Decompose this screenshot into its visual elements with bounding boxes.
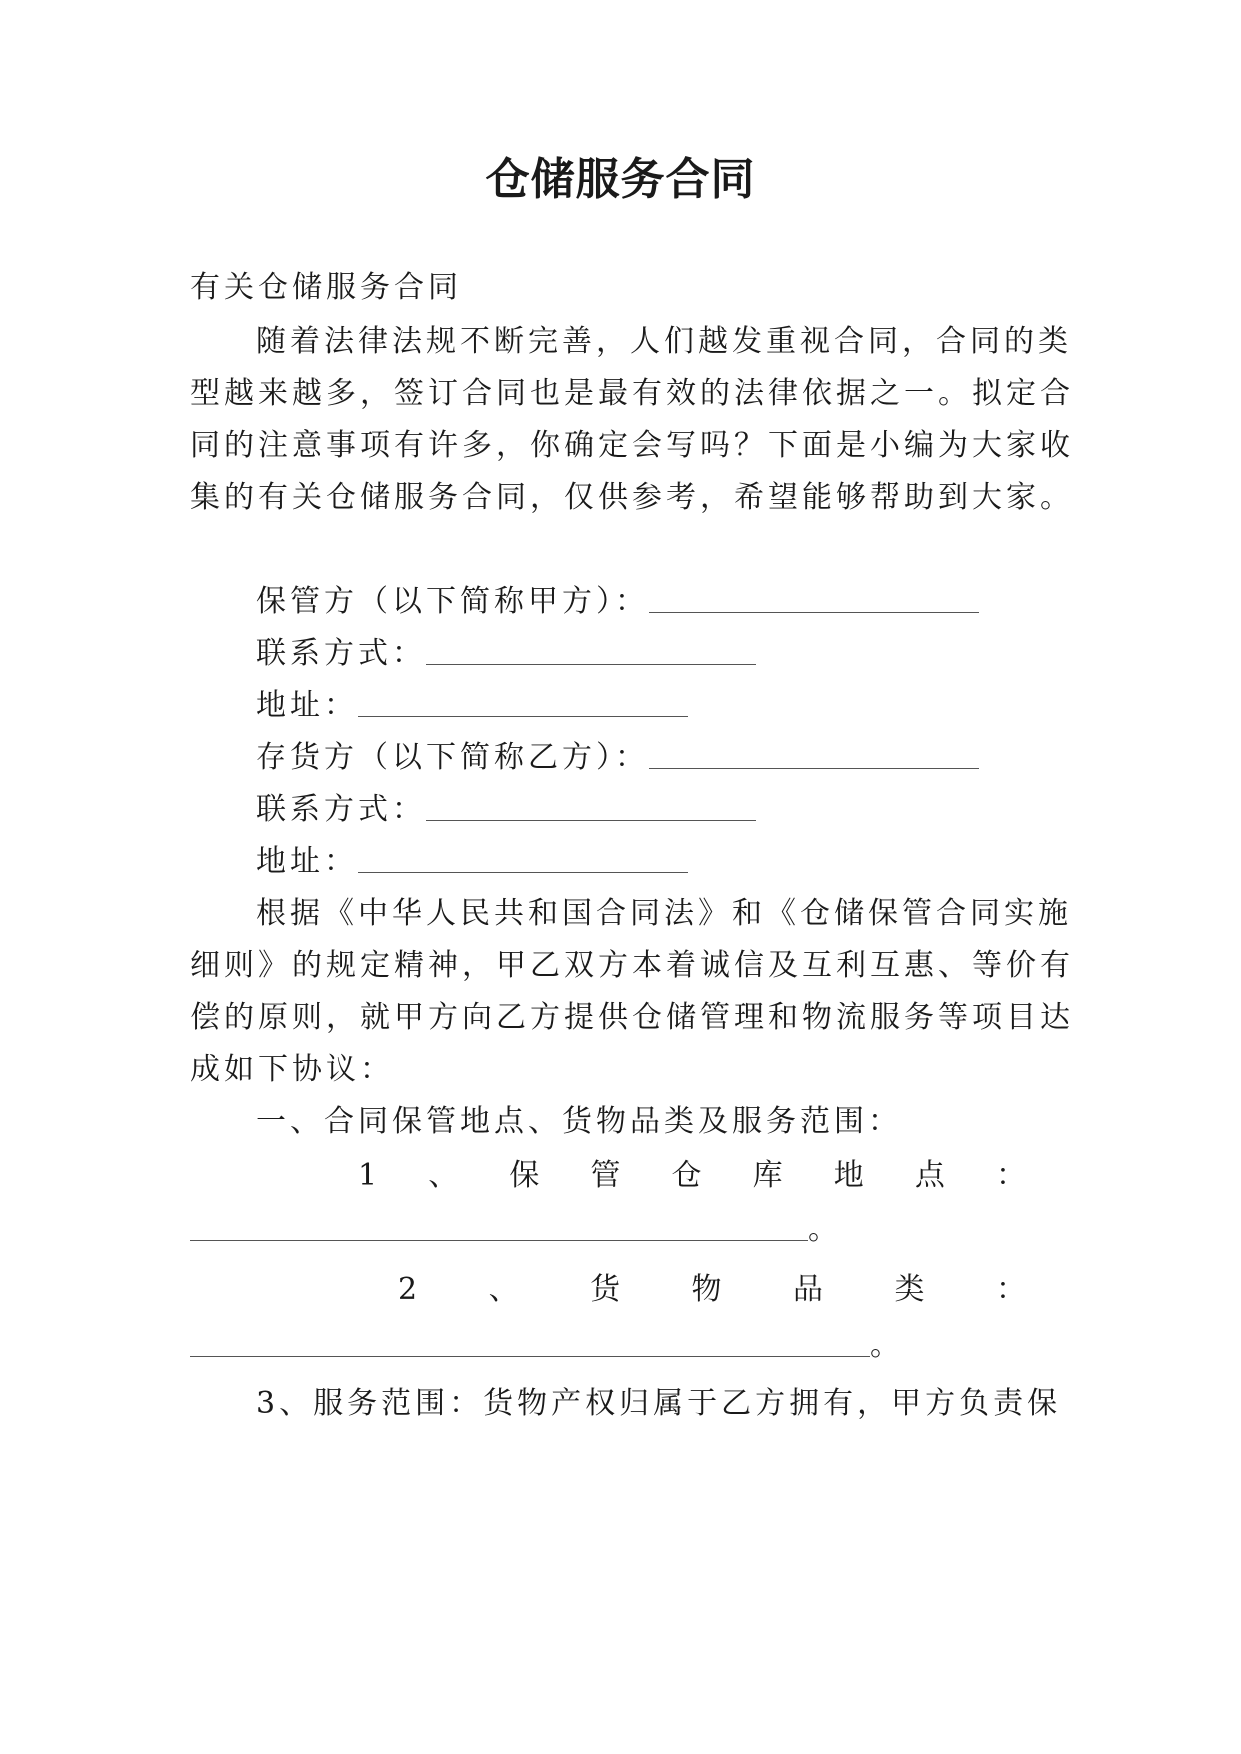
party-b-blank (649, 738, 979, 769)
section1-heading: 一、合同保管地点、货物品类及服务范围： (256, 1104, 902, 1139)
document-subtitle: 有关仓储服务合同 (190, 270, 462, 305)
party-b-address-label: 地址： (256, 844, 358, 879)
party-a-address-blank (358, 686, 688, 717)
party-a-label: 保管方（以下简称甲方）： (256, 584, 649, 619)
item1-label (358, 1154, 1026, 1198)
intro-line-2: 型越来越多，签订合同也是最有效的法律依据之一。拟定合 (190, 376, 1074, 411)
item1-char: 1 (358, 1158, 378, 1193)
item2-blank-row (190, 1324, 904, 1368)
item1-char: 、 (428, 1158, 459, 1193)
item1-char: 保 (509, 1158, 540, 1193)
party-b-address-row (256, 840, 688, 884)
party-a-contact-label: 联系方式： (256, 636, 426, 671)
item1-char: ： (995, 1158, 1026, 1193)
party-b-address-blank (358, 842, 688, 873)
item2-blank (190, 1326, 870, 1357)
intro-line-1: 随着法律法规不断完善，人们越发重视合同，合同的类 (256, 324, 1072, 359)
party-a-address-row (256, 684, 688, 728)
party-a-row (256, 580, 979, 624)
item2-char: ： (996, 1272, 1026, 1307)
item2-char: 物 (691, 1272, 722, 1307)
basis-line-1: 根据《中华人民共和国合同法》和《仓储保管合同实施 (256, 896, 1072, 931)
item2-char: 、 (488, 1272, 519, 1307)
item1-blank (190, 1210, 808, 1241)
item2-char: 货 (590, 1272, 621, 1307)
party-b-contact-blank (426, 790, 756, 821)
document-title: 仓储服务合同 (485, 154, 756, 205)
item1-char: 仓 (671, 1158, 702, 1193)
intro-line-4: 集的有关仓储服务合同，仅供参考，希望能够帮助到大家。 (190, 480, 1074, 515)
item2-label (398, 1268, 1026, 1312)
item1-char: 地 (833, 1158, 864, 1193)
item2-end: 。 (870, 1328, 904, 1363)
party-b-contact-label: 联系方式： (256, 792, 426, 827)
basis-line-4: 成如下协议： (190, 1052, 394, 1087)
item1-end: 。 (808, 1212, 842, 1247)
item3-text: 3、服务范围：货物产权归属于乙方拥有，甲方负责保 (256, 1386, 1062, 1421)
basis-line-2: 细则》的规定精神，甲乙双方本着诚信及互利互惠、等价有 (190, 948, 1074, 983)
party-a-contact-row (256, 632, 756, 676)
party-a-contact-blank (426, 634, 756, 665)
party-b-row (256, 736, 979, 780)
party-b-contact-row (256, 788, 756, 832)
item1-char: 管 (590, 1158, 621, 1193)
party-a-address-label: 地址： (256, 688, 358, 723)
basis-line-3: 偿的原则，就甲方向乙方提供仓储管理和物流服务等项目达 (190, 1000, 1074, 1035)
item2-char: 2 (398, 1272, 418, 1307)
intro-line-3: 同的注意事项有许多，你确定会写吗？下面是小编为大家收 (190, 428, 1074, 463)
item2-char: 类 (894, 1272, 925, 1307)
item1-char: 点 (914, 1158, 945, 1193)
party-a-blank (649, 582, 979, 613)
item2-char: 品 (793, 1272, 824, 1307)
party-b-label: 存货方（以下简称乙方）： (256, 740, 649, 775)
item1-blank-row (190, 1208, 842, 1252)
item1-char: 库 (752, 1158, 783, 1193)
